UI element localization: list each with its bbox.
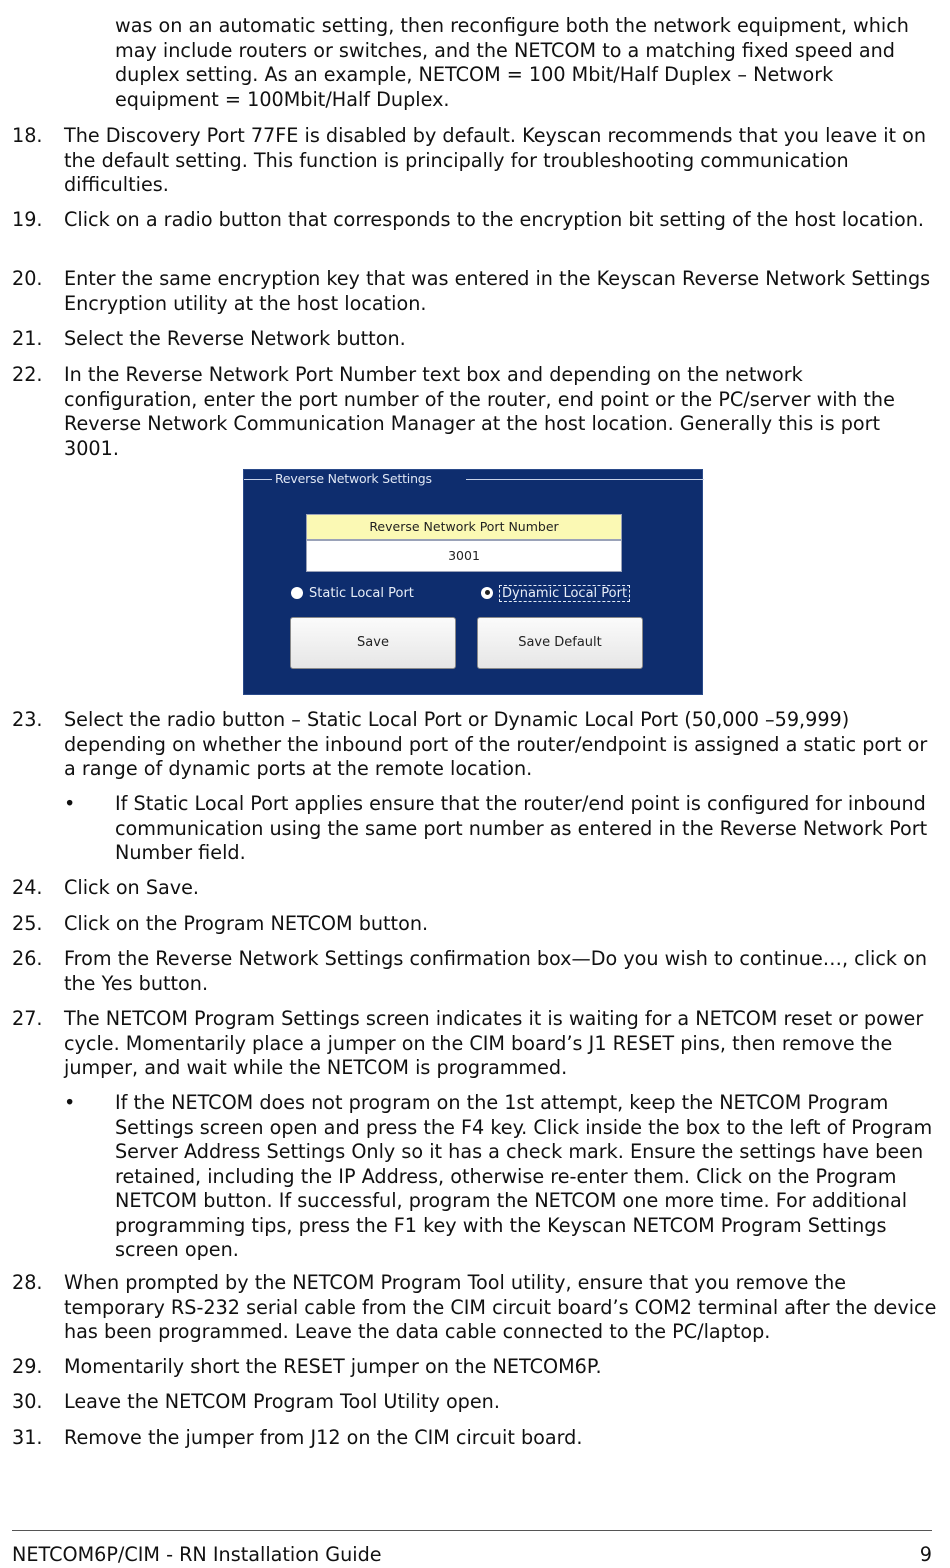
step-number: 20. (12, 267, 43, 290)
step-text: Enter the same encryption key that was entered in the Keyscan Reverse Network Settings Encryption utility at the host location. (64, 267, 931, 315)
step-text: The Discovery Port 77FE is disabled by default. Keyscan recommends that you leave it on the default setting. This function is principally for troubleshooting communication difficulties. (64, 124, 927, 196)
step-number: 29. (12, 1355, 43, 1378)
step-26 (12, 947, 937, 996)
step-23-bullet (64, 792, 934, 866)
radio-label: Dynamic Local Port (499, 585, 630, 602)
step-27 (12, 1007, 937, 1081)
step-text: From the Reverse Network Settings confirmation box—Do you wish to continue…, click on the Yes button. (64, 947, 928, 995)
port-number-label: Reverse Network Port Number (306, 514, 622, 540)
step-28 (12, 1271, 937, 1345)
radio-circle-icon (291, 587, 303, 599)
step-text: Remove the jumper from J12 on the CIM circuit board. (64, 1426, 583, 1449)
group-divider (244, 479, 272, 480)
step-number: 19. (12, 208, 43, 231)
radio-selected-icon (481, 587, 493, 599)
step-30 (12, 1390, 937, 1415)
step-text: Select the Reverse Network button. (64, 327, 406, 350)
step-number: 22. (12, 363, 43, 386)
step-text: Click on the Program NETCOM button. (64, 912, 429, 935)
step-number: 31. (12, 1426, 43, 1449)
page-number: 9 (919, 1543, 932, 1566)
step-text: Click on Save. (64, 876, 200, 899)
step-24 (12, 876, 937, 901)
dynamic-local-port-radio[interactable] (481, 584, 630, 604)
step-number: 18. (12, 124, 43, 147)
bullet-text: If the NETCOM does not program on the 1st attempt, keep the NETCOM Program Settings screen open and press the F4 key. Click inside the box to the left of Program Server Address Settings Only so it has a check mark. Ensure the settings have been retained, including the IP Address, otherwise re-enter them. Click on the Program NETCOM button. If successful, program the NETCOM one more time. For additional programming tips, press the F1 key with the Keyscan NETCOM Program Settings screen open. (115, 1091, 933, 1261)
step-number: 28. (12, 1271, 43, 1294)
group-divider (466, 479, 704, 480)
step-text: The NETCOM Program Settings screen indicates it is waiting for a NETCOM reset or power cycle. Momentarily place a jumper on the CIM board’s J1 RESET pins, then remove the jumper, and wait while the NETCOM is programmed. (64, 1007, 924, 1079)
bullet-icon: • (64, 1091, 76, 1114)
footer-title: NETCOM6P/CIM - RN Installation Guide (12, 1543, 382, 1566)
step-18 (12, 124, 937, 198)
save-default-button[interactable]: Save Default (477, 617, 643, 669)
step-number: 26. (12, 947, 43, 970)
step-25 (12, 912, 937, 937)
radio-label: Static Local Port (309, 586, 414, 601)
step-text: Click on a radio button that corresponds to the encryption bit setting of the host location. (64, 208, 925, 231)
step-number: 23. (12, 708, 43, 731)
step-number: 30. (12, 1390, 43, 1413)
footer-divider (12, 1530, 932, 1531)
step-number: 25. (12, 912, 43, 935)
step-22 (12, 363, 937, 461)
step-31 (12, 1426, 937, 1451)
step-20 (12, 267, 937, 316)
step-23 (12, 708, 937, 782)
static-local-port-radio[interactable] (291, 584, 414, 604)
step-27-bullet (64, 1091, 934, 1263)
step-text: Select the radio button – Static Local Port or Dynamic Local Port (50,000 –59,999) depending on whether the inbound port of the router/endpoint is assigned a static port or a range of dynamic ports at the remote location. (64, 708, 928, 780)
step-number: 21. (12, 327, 43, 350)
continuation-paragraph: was on an automatic setting, then reconfigure both the network equipment, which may include routers or switches, and the NETCOM to a matching fixed speed and duplex setting. As an example, NETCOM = 100 Mbit/Half Duplex – Network equipment = 100Mbit/Half Duplex. (115, 14, 909, 111)
step-number: 24. (12, 876, 43, 899)
step-text: In the Reverse Network Port Number text box and depending on the network configuration, enter the port number of the router, end point or the PC/server with the Reverse Network Communication Manager at the host location. Generally this is port 3001. (64, 363, 895, 460)
step-text: Momentarily short the RESET jumper on the NETCOM6P. (64, 1355, 602, 1378)
step-text: When prompted by the NETCOM Program Tool utility, ensure that you remove the temporary RS-232 serial cable from the CIM circuit board’s COM2 terminal after the device has been programmed. Leave the data cable connected to the PC/laptop. (64, 1271, 937, 1343)
bullet-icon: • (64, 792, 76, 815)
bullet-text: If Static Local Port applies ensure that the router/end point is configured for inbound communication using the same port number as entered in the Reverse Network Port Number field. (115, 792, 928, 864)
reverse-network-settings-panel (243, 469, 703, 695)
port-number-input[interactable]: 3001 (306, 540, 622, 572)
step-29 (12, 1355, 937, 1380)
step-number: 27. (12, 1007, 43, 1030)
save-button[interactable]: Save (290, 617, 456, 669)
step-21 (12, 327, 937, 352)
step-19 (12, 208, 937, 233)
group-title: Reverse Network Settings (275, 471, 432, 486)
step-text: Leave the NETCOM Program Tool Utility open. (64, 1390, 500, 1413)
